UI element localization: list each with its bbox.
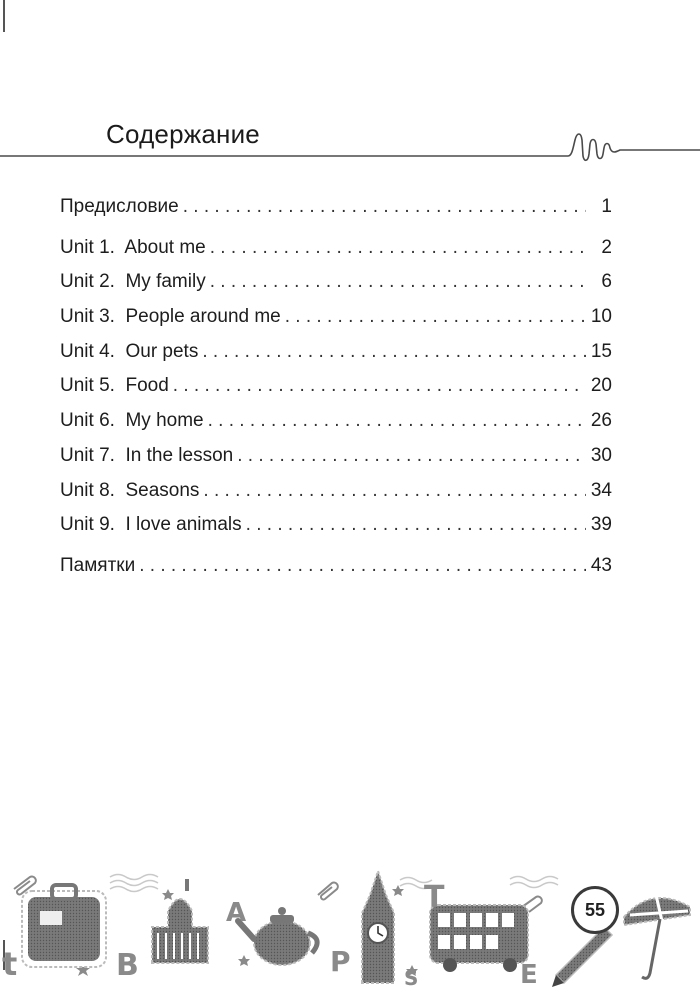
toc-entry-page: 30 bbox=[590, 444, 612, 466]
decor-letter-icon: T bbox=[424, 880, 445, 915]
decor-letter-icon: E bbox=[520, 960, 538, 990]
decor-letter-icon: P bbox=[330, 945, 351, 978]
bus-icon bbox=[430, 905, 528, 972]
toc-entry[interactable] bbox=[60, 480, 612, 515]
clock-tower-icon bbox=[362, 871, 394, 983]
toc-entry-page: 6 bbox=[601, 271, 612, 293]
capitol-building-icon bbox=[152, 879, 208, 963]
toc-entry[interactable] bbox=[60, 410, 612, 445]
crop-mark-top bbox=[3, 0, 5, 32]
toc-entry-page: 1 bbox=[601, 196, 612, 217]
toc-leader-dots bbox=[203, 480, 586, 502]
toc-entry-title: Unit 7. In the lesson bbox=[60, 444, 234, 466]
toc-entry-title: Unit 9. I love animals bbox=[60, 514, 242, 536]
page-number: 55 bbox=[571, 886, 619, 934]
decor-letter-icon: S bbox=[404, 966, 419, 990]
toc-leader-dots bbox=[210, 271, 586, 293]
toc-entry-title: Unit 1. About me bbox=[60, 236, 206, 258]
toc-entry-title: Unit 5. Food bbox=[60, 375, 169, 397]
toc-entry[interactable] bbox=[60, 555, 612, 590]
toc-entry[interactable] bbox=[60, 514, 612, 549]
toc-entry-page: 10 bbox=[590, 306, 612, 328]
toc-entry-page: 15 bbox=[590, 340, 612, 362]
toc-entry-page: 20 bbox=[590, 375, 612, 397]
toc-entry-title: Unit 6. My home bbox=[60, 410, 204, 432]
toc-leader-dots bbox=[208, 410, 586, 432]
toc-entry[interactable] bbox=[60, 445, 612, 480]
toc-leader-dots bbox=[139, 555, 586, 577]
toc-leader-dots bbox=[246, 514, 586, 536]
toc-entry-page: 43 bbox=[590, 554, 612, 576]
toc-entry[interactable] bbox=[60, 237, 612, 272]
suitcase-icon bbox=[22, 885, 106, 967]
toc-leader-dots bbox=[237, 445, 586, 467]
toc-entry[interactable] bbox=[60, 196, 612, 231]
toc-entry-page: 26 bbox=[590, 410, 612, 432]
toc-entry-page: 34 bbox=[590, 479, 612, 501]
umbrella-icon bbox=[624, 895, 690, 978]
toc-entry[interactable] bbox=[60, 341, 612, 376]
decor-letter-icon: A bbox=[226, 898, 247, 928]
pencil-icon bbox=[552, 927, 612, 987]
teapot-icon bbox=[238, 907, 317, 965]
page-title: Содержание bbox=[106, 119, 260, 149]
toc-entry-title: Unit 2. My family bbox=[60, 271, 206, 293]
decor-letter-icon: t bbox=[2, 945, 18, 983]
title-underline bbox=[0, 128, 700, 168]
toc-entry-title: Unit 3. People around me bbox=[60, 306, 281, 328]
toc-entry[interactable] bbox=[60, 271, 612, 306]
toc-entry[interactable] bbox=[60, 375, 612, 410]
toc-leader-dots bbox=[183, 196, 586, 218]
toc-entry[interactable] bbox=[60, 306, 612, 341]
toc-leader-dots bbox=[285, 306, 586, 328]
toc-entry-title: Памятки bbox=[60, 554, 136, 576]
decor-letter-icon: B bbox=[116, 948, 139, 983]
toc-entry-page: 2 bbox=[601, 236, 612, 258]
toc-leader-dots bbox=[202, 341, 586, 363]
toc-leader-dots bbox=[210, 237, 586, 259]
toc-entry-title: Unit 4. Our pets bbox=[60, 340, 199, 362]
toc-entry-page: 39 bbox=[590, 514, 612, 536]
toc-entry-title: Предисловие bbox=[60, 196, 179, 217]
toc-leader-dots bbox=[173, 375, 586, 397]
toc-entry-title: Unit 8. Seasons bbox=[60, 479, 200, 501]
table-of-contents bbox=[60, 196, 612, 590]
